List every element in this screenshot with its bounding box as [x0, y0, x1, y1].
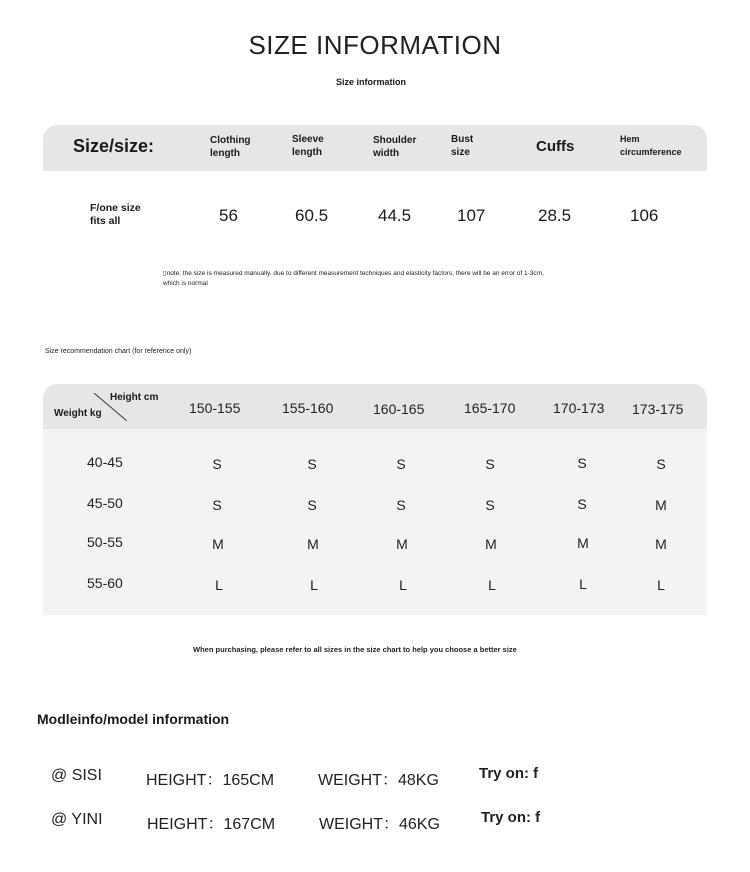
size-row-label: F/one size fits all — [90, 202, 141, 227]
model-weight: WEIGHT：46KG — [319, 816, 440, 833]
size-cell: M — [577, 535, 589, 551]
height-header: 170-173 — [553, 400, 605, 416]
height-header: 160-165 — [373, 401, 425, 417]
model-try-on: Try on: f — [481, 809, 541, 826]
col-header-bust-size: Bust size — [451, 134, 474, 158]
size-cell: M — [212, 536, 224, 552]
height-axis-label: Height cm — [110, 392, 159, 403]
measurement-note: ▯note: the size is measured manually. due to different measurement techniques and elasticity factors, there will be an error of 1-3cm, which is normal — [163, 270, 544, 287]
size-cell: L — [657, 577, 665, 593]
size-cell: S — [212, 497, 222, 513]
model-info-title: Modleinfo/model information — [37, 711, 230, 727]
weight-row-label: 40-45 — [87, 454, 123, 470]
size-cell: L — [488, 577, 496, 593]
weight-row-label: 45-50 — [87, 495, 123, 511]
size-cell: S — [577, 455, 587, 471]
size-cell: L — [215, 577, 223, 593]
purchase-note: When purchasing, please refer to all sizes in the size chart to help you choose a better size — [193, 645, 517, 654]
size-table-header — [43, 125, 707, 171]
size-cell: M — [655, 536, 667, 552]
size-cell: S — [307, 497, 317, 513]
model-name: @ YINI — [51, 811, 103, 828]
size-cell: S — [307, 456, 317, 472]
value-hem-circumference: 106 — [630, 206, 659, 225]
size-cell: M — [655, 497, 667, 513]
height-header: 155-160 — [282, 400, 334, 416]
col-header-cuffs: Cuffs — [536, 138, 575, 155]
value-cuffs: 28.5 — [538, 206, 572, 225]
page-title: SIZE INFORMATION — [248, 30, 502, 60]
size-cell: M — [307, 536, 319, 552]
height-header: 173-175 — [632, 401, 684, 417]
size-cell: S — [212, 456, 222, 472]
model-height: HEIGHT：167CM — [147, 816, 276, 833]
size-cell: S — [485, 456, 495, 472]
weight-axis-label: Weight kg — [54, 408, 102, 419]
height-header: 150-155 — [189, 400, 241, 416]
size-cell: S — [396, 456, 406, 472]
size-cell: L — [310, 577, 318, 593]
col-header-clothing-length: Clothing length — [210, 135, 251, 159]
size-label: Size/size: — [73, 136, 155, 156]
size-cell: S — [485, 497, 495, 513]
value-shoulder-width: 44.5 — [378, 206, 412, 225]
col-header-hem-circumference: Hem circumference — [620, 134, 682, 157]
col-header-shoulder-width: Shoulder width — [373, 135, 417, 159]
size-cell: M — [396, 536, 408, 552]
value-bust-size: 107 — [457, 206, 486, 225]
model-name: @ SISI — [51, 767, 102, 784]
model-weight: WEIGHT：48KG — [318, 772, 439, 789]
size-cell: S — [656, 456, 666, 472]
weight-row-label: 55-60 — [87, 575, 123, 591]
col-header-sleeve-length: Sleeve length — [292, 134, 324, 158]
size-cell: L — [579, 576, 587, 592]
model-try-on: Try on: f — [479, 765, 539, 782]
recommendation-label: Size recommendation chart (for reference only) — [45, 348, 192, 355]
value-clothing-length: 56 — [219, 206, 238, 225]
weight-row-label: 50-55 — [87, 534, 123, 550]
size-cell: L — [399, 577, 407, 593]
size-cell: M — [485, 536, 497, 552]
height-header: 165-170 — [464, 400, 516, 416]
model-height: HEIGHT：165CM — [146, 772, 275, 789]
size-cell: S — [396, 497, 406, 513]
value-sleeve-length: 60.5 — [295, 206, 329, 225]
size-cell: S — [577, 496, 587, 512]
page-subtitle: Size information — [335, 77, 406, 87]
recommendation-body — [43, 429, 707, 615]
